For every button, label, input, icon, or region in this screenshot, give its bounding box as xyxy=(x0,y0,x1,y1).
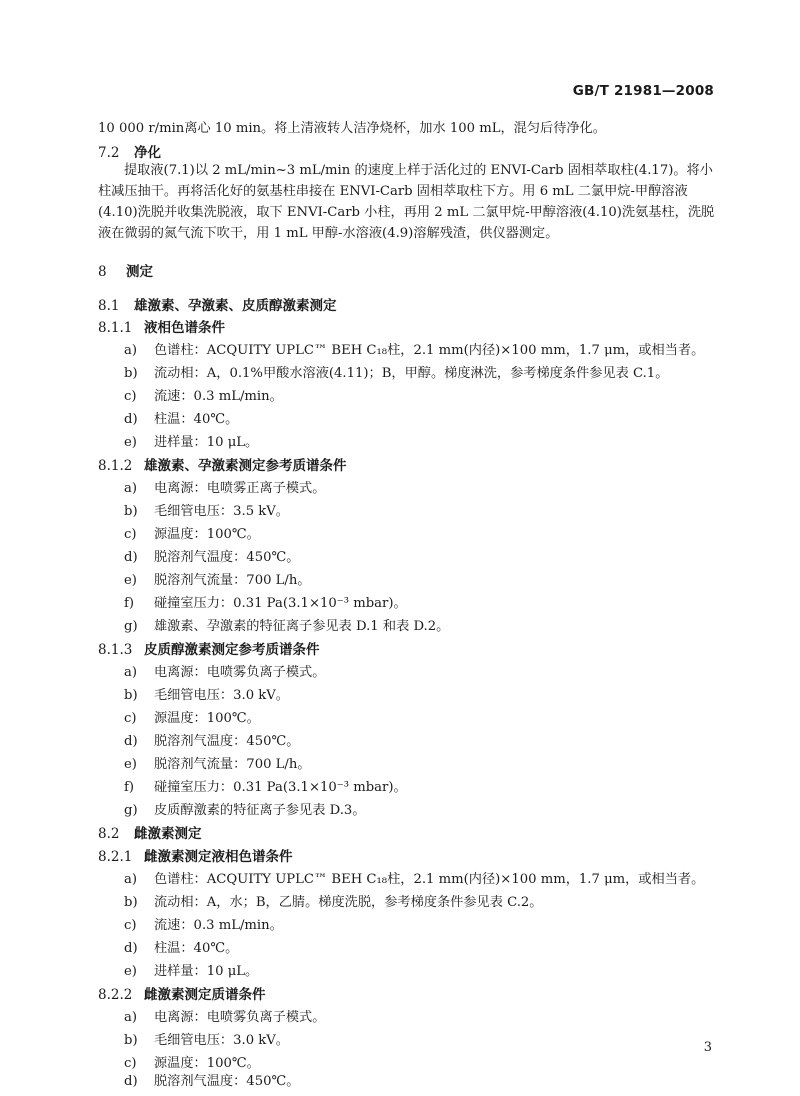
section-number: 8.2 xyxy=(98,826,120,842)
section-number: 8.1.3 xyxy=(98,642,133,658)
section-title: 测定 xyxy=(126,264,153,280)
section-heading-8-2-2 xyxy=(98,983,266,1003)
section-title: 液相色谱条件 xyxy=(144,320,225,336)
section-number: 7.2 xyxy=(98,145,120,161)
list-marker: f) xyxy=(124,780,135,795)
list-marker: b) xyxy=(124,504,138,519)
list-item xyxy=(124,1029,289,1048)
list-text: 皮质醇激素的特征离子参见表 D.3。 xyxy=(154,803,366,818)
list-text: 源温度：100℃。 xyxy=(154,711,260,726)
list-item xyxy=(124,1052,260,1071)
list-text: 进样量：10 μL。 xyxy=(154,964,259,979)
list-item xyxy=(124,431,258,450)
list-marker: b) xyxy=(124,688,138,703)
list-text: 电离源：电喷雾负离子模式。 xyxy=(154,1010,326,1025)
list-marker: d) xyxy=(124,550,138,565)
list-marker: a) xyxy=(124,872,138,887)
section-title: 皮质醇激素测定参考质谱条件 xyxy=(144,642,320,658)
list-text: 毛细管电压：3.0 kV。 xyxy=(154,688,289,703)
section-number: 8.2.2 xyxy=(98,987,133,1003)
list-text: 色谱柱：ACQUITY UPLC™ BEH C₁₈柱，2.1 mm(内径)×100 mm，1.7 μm，或相当者。 xyxy=(154,872,705,887)
section-number: 8.1.1 xyxy=(98,320,133,336)
standard-code: GB/T 21981—2008 xyxy=(572,83,714,99)
section-heading-8-1-2 xyxy=(98,454,347,474)
section-number: 8.1.2 xyxy=(98,458,133,474)
list-text: 流动相：A，0.1%甲酸水溶液(4.11)；B，甲醇。梯度淋洗，参考梯度条件参见表 C.1。 xyxy=(154,366,669,381)
list-text: 碰撞室压力：0.31 Pa(3.1×10⁻³ mbar)。 xyxy=(154,780,407,795)
list-item xyxy=(124,776,407,795)
list-marker: c) xyxy=(124,1056,137,1071)
section-heading-8-1 xyxy=(98,294,337,314)
list-item xyxy=(124,684,289,703)
list-item xyxy=(124,891,542,910)
list-item xyxy=(124,937,238,956)
section-title: 净化 xyxy=(134,145,161,161)
section-heading-8-1-1 xyxy=(98,316,225,336)
paragraph-7-2: 提取液(7.1)以 2 mL/min~3 mL/min 的速度上样于活化过的 ENVI-Carb 固相萃取柱(4.17)。将小柱减压抽干。再将活化好的氨基柱串接在 ENVI-Carb 固相萃取柱下方。用 6 mL 二氯甲烷-甲醇溶液(4.10)洗脱并收集洗脱液，取下 ENVI-Carb 小柱，再用 2 mL 二氯甲烷-甲醇溶液(4.10)洗氨基柱，洗脱液在微弱的氮气流下吹干，用 1 mL 甲醇-水溶液(4.9)溶解残渣，供仪器测定。 xyxy=(98,163,715,241)
list-item xyxy=(124,339,704,358)
list-text: 毛细管电压：3.5 kV。 xyxy=(154,504,289,519)
list-item xyxy=(124,569,311,588)
section-title: 雌激素测定 xyxy=(134,826,202,842)
list-text: 脱溶剂气温度：450℃。 xyxy=(154,1074,300,1089)
list-text: 脱溶剂气流量：700 L/h。 xyxy=(154,573,311,588)
section-title: 雌激素测定质谱条件 xyxy=(144,987,266,1003)
section-heading-8-2-1 xyxy=(98,845,293,865)
list-text: 流速：0.3 mL/min。 xyxy=(154,389,283,404)
list-item xyxy=(124,592,407,611)
list-marker: g) xyxy=(124,803,138,818)
section-title: 雄激素、孕激素测定参考质谱条件 xyxy=(144,458,347,474)
list-text: 进样量：10 μL。 xyxy=(154,435,259,450)
list-text: 柱温：40℃。 xyxy=(154,412,239,427)
list-marker: d) xyxy=(124,734,138,749)
list-text: 流速：0.3 mL/min。 xyxy=(154,918,283,933)
list-marker: d) xyxy=(124,1074,138,1089)
list-marker: g) xyxy=(124,619,138,634)
list-item xyxy=(124,500,289,519)
list-marker: e) xyxy=(124,757,137,772)
list-marker: a) xyxy=(124,1010,138,1025)
list-item xyxy=(124,799,366,818)
section-title: 雄激素、孕激素、皮质醇激素测定 xyxy=(134,298,337,314)
list-item xyxy=(124,1006,325,1025)
list-text: 毛细管电压：3.0 kV。 xyxy=(154,1033,289,1048)
list-text: 源温度：100℃。 xyxy=(154,527,260,542)
list-text: 碰撞室压力：0.31 Pa(3.1×10⁻³ mbar)。 xyxy=(154,596,407,611)
list-marker: e) xyxy=(124,435,137,450)
list-item xyxy=(124,1070,299,1089)
list-item xyxy=(124,730,299,749)
list-text: 电离源：电喷雾负离子模式。 xyxy=(154,665,326,680)
section-title: 雌激素测定液相色谱条件 xyxy=(144,849,293,865)
list-item xyxy=(124,914,283,933)
section-heading-8-1-3 xyxy=(98,638,320,658)
list-marker: d) xyxy=(124,941,138,956)
list-marker: c) xyxy=(124,527,137,542)
list-item xyxy=(124,385,283,404)
list-marker: b) xyxy=(124,1033,138,1048)
list-marker: e) xyxy=(124,964,137,979)
list-item xyxy=(124,477,325,496)
list-marker: c) xyxy=(124,389,137,404)
list-marker: e) xyxy=(124,573,137,588)
section-number: 8 xyxy=(98,264,107,280)
list-text: 柱温：40℃。 xyxy=(154,941,239,956)
list-item xyxy=(124,960,258,979)
list-item xyxy=(124,523,260,542)
list-marker: a) xyxy=(124,343,138,358)
list-item xyxy=(124,753,311,772)
section-number: 8.2.1 xyxy=(98,849,133,865)
list-text: 流动相：A，水；B，乙腈。梯度洗脱，参考梯度条件参见表 C.2。 xyxy=(154,895,543,910)
list-text: 电离源：电喷雾正离子模式。 xyxy=(154,481,326,496)
section-number: 8.1 xyxy=(98,298,120,314)
list-item xyxy=(124,546,299,565)
list-item xyxy=(124,615,449,634)
list-marker: c) xyxy=(124,918,137,933)
list-marker: c) xyxy=(124,711,137,726)
list-marker: b) xyxy=(124,366,138,381)
list-marker: d) xyxy=(124,412,138,427)
list-text: 脱溶剂气温度：450℃。 xyxy=(154,734,300,749)
list-item xyxy=(124,661,325,680)
list-marker: a) xyxy=(124,665,138,680)
list-text: 雄激素、孕激素的特征离子参见表 D.1 和表 D.2。 xyxy=(154,619,450,634)
section-heading-8 xyxy=(98,260,153,280)
list-marker: a) xyxy=(124,481,138,496)
list-marker: b) xyxy=(124,895,138,910)
list-text: 色谱柱：ACQUITY UPLC™ BEH C₁₈柱，2.1 mm(内径)×100 mm，1.7 μm，或相当者。 xyxy=(154,343,705,358)
list-item xyxy=(124,362,668,381)
list-marker: f) xyxy=(124,596,135,611)
list-text: 脱溶剂气流量：700 L/h。 xyxy=(154,757,311,772)
list-text: 源温度：100℃。 xyxy=(154,1056,260,1071)
paragraph-continuation: 10 000 r/min离心 10 min。将上清液转人洁净烧杯，加水 100 mL，混匀后待净化。 xyxy=(98,121,606,136)
list-text: 脱溶剂气温度：450℃。 xyxy=(154,550,300,565)
section-heading-8-2 xyxy=(98,822,202,842)
list-item xyxy=(124,408,238,427)
page-number: 3 xyxy=(703,1040,712,1055)
list-item xyxy=(124,707,260,726)
section-heading-7-2 xyxy=(98,141,161,161)
list-item xyxy=(124,868,704,887)
